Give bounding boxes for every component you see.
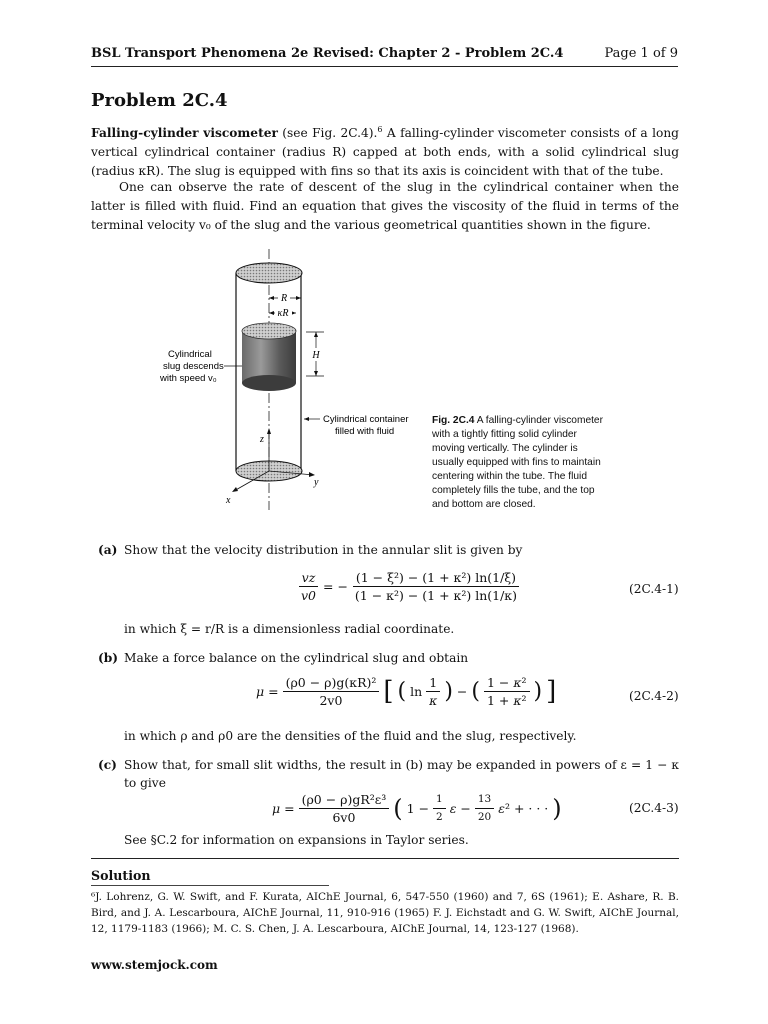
intro-bold-lead: Falling-cylinder viscometer <box>91 126 278 140</box>
axis-label-z: z <box>260 434 264 445</box>
r-arrow-right <box>296 296 301 300</box>
caption-text: A falling-cylinder viscometer with a tightly fitting solid cylinder moving vertically. The cylinder is usually equipped with fins to maintain centering within the tube. The fluid completely fills the tube, and the top and bottom are closed. <box>432 415 603 510</box>
eq3-13-20: $\frac{13}{20}$ <box>475 792 494 825</box>
part-b-label: (b) <box>98 651 119 665</box>
slug-bottom <box>242 375 296 391</box>
intro-text-a: (see Fig. 2C.4). <box>277 126 378 140</box>
slug-label-3: with speed v₀ <box>160 373 217 384</box>
container-label-2: filled with fluid <box>335 426 395 437</box>
equation-2c4-1 <box>298 570 520 603</box>
part-b-text: Make a force balance on the cylindrical slug and obtain <box>124 651 469 665</box>
eq3-paren-open: ( <box>393 794 403 823</box>
eq2-kappa-ratio: $\frac{\text{1 − κ²}}{\text{1 + κ²}}$ <box>484 675 530 708</box>
part-c-text: Show that, for small slit widths, the result in (b) may be expanded in powers of ε = 1 − κ to give <box>124 758 679 790</box>
eq1-equals: = − <box>323 579 348 594</box>
eq3-equals: = <box>284 801 299 816</box>
eq3-den: 6v0 <box>332 810 356 825</box>
solution-rule <box>91 858 679 859</box>
eq1-rhs <box>352 570 520 603</box>
intro-text-b: A falling-cylinder viscometer consists of a long vertical cylindrical container (radius R) capped at both ends, with a solid cylindrical slug (radius κR). The slug is equipped with fins so that its axis is coincident with that of the tube. <box>91 126 679 178</box>
intro-paragraph <box>91 124 679 181</box>
header-rule <box>91 66 678 67</box>
eq2-bracket-open: [ <box>383 676 394 707</box>
part-c-after-text: See §C.2 for information on expansions in Taylor series. <box>124 833 469 847</box>
part-a-label: (a) <box>98 543 118 557</box>
z-axis-arrow <box>267 428 271 434</box>
eq2-ln: ln <box>410 684 423 699</box>
intro-paragraph-2: One can observe the rate of descent of the slug in the cylindrical container when the latter is filled with fluid. Find an equation that gives the viscosity of the fluid in terms of the terminal velocity v₀ of the slug and the various geometrical quantities shown in the figure. <box>91 180 679 232</box>
eq3-number: (2C.4-3) <box>629 801 679 815</box>
eq2-mu: μ <box>256 684 265 699</box>
eq3-paren-close: ) <box>552 794 562 823</box>
eq1-number: (2C.4-1) <box>629 582 679 596</box>
solution-heading: Solution <box>91 868 151 883</box>
figure-caption <box>432 414 612 512</box>
eq1-lhs <box>298 570 319 603</box>
eq1-lhs-num: vz <box>301 570 316 585</box>
eq2-number: (2C.4-2) <box>629 689 679 703</box>
eq2-prefactor <box>283 675 380 708</box>
label-h: H <box>312 350 320 361</box>
r-arrow-left <box>269 296 274 300</box>
eq3-num: (ρ0 − ρ)gR²ε³ <box>299 792 390 809</box>
eq1-rhs-den: (1 − κ²) − (1 + κ²) ln(1/κ) <box>354 588 517 603</box>
axis-label-x: x <box>226 495 231 506</box>
container-label-1: Cylindrical container <box>323 414 409 425</box>
kr-arrow-left <box>269 311 274 315</box>
h-arrow-top <box>314 332 318 337</box>
axis-label-y: y <box>314 477 319 488</box>
slug-label-1: Cylindrical <box>168 349 212 360</box>
part-a-after-text: in which ξ = r/R is a dimensionless radial coordinate. <box>124 622 455 636</box>
h-arrow-bottom <box>314 371 318 376</box>
label-kr: κR <box>277 308 289 319</box>
part-a-text: Show that the velocity distribution in the annular slit is given by <box>124 543 523 557</box>
x-axis-arrow <box>232 487 238 492</box>
eq2-paren-close-1: ) <box>444 679 453 704</box>
eq2-num: (ρ0 − ρ)g(κR)² <box>283 675 380 692</box>
running-header <box>91 44 678 66</box>
header-title: BSL Transport Phenomena 2e Revised: Chapter 2 - Problem 2C.4 <box>91 46 564 61</box>
eq3-prefactor <box>299 792 390 825</box>
footnote-rule <box>91 885 329 886</box>
eq2-frac-1-over-kappa: $\frac{1}{\kappa}$ <box>426 675 440 708</box>
caption-label: Fig. 2C.4 <box>432 415 475 426</box>
eq3-half: $\frac{1}{2}$ <box>433 792 446 825</box>
footer-url[interactable]: www.stemjock.com <box>91 958 218 972</box>
eq3-mu: μ <box>272 801 281 816</box>
eq3-eps-minus: ε − <box>449 801 471 816</box>
eq2-den: 2v0 <box>319 693 343 708</box>
problem-title: Problem 2C.4 <box>91 90 228 111</box>
slug-label-2: slug descends <box>163 361 224 372</box>
label-r: R <box>280 293 288 304</box>
eq3-eps2-dots: ε² + · · · <box>498 801 549 816</box>
container-top-cap <box>236 263 302 283</box>
part-b-after-text: in which ρ and ρ0 are the densities of the fluid and the slug, respectively. <box>124 729 577 743</box>
footnote-marker[interactable]: 6 <box>377 124 383 134</box>
eq2-paren-open-2: ( <box>471 679 480 704</box>
eq2-paren-close-2: ) <box>533 679 543 704</box>
eq1-lhs-den: v0 <box>301 588 317 603</box>
equation-2c4-3 <box>272 792 562 825</box>
eq2-paren-open-1: ( <box>397 679 407 704</box>
container-arrow <box>304 417 309 421</box>
eq1-rhs-num: (1 − ξ²) − (1 + κ²) ln(1/ξ) <box>353 570 519 587</box>
eq3-one-minus: 1 − <box>406 801 430 816</box>
eq2-minus: − <box>456 684 468 699</box>
eq2-bracket-close: ] <box>546 676 557 707</box>
equation-2c4-2 <box>256 675 556 708</box>
part-c-label: (c) <box>98 758 117 772</box>
slug-top <box>242 323 296 339</box>
page-number: Page 1 of 9 <box>604 46 678 61</box>
footnote-6: ⁶J. Lohrenz, G. W. Swift, and F. Kurata, AIChE Journal, 6, 547-550 (1960) and 7, 6S (1961); E. Ashare, R. B. Bird, and J. A. Lescarboura, AIChE Journal, 11, 910-916 (1965) F. J. Eichstadt and G. W. Swift, AIChE Journal, 12, 1179-1183 (1966); M. C. S. Chen, J. A. Lescarboura, AIChE Journal, 14, 123-127 (1968). <box>91 891 679 935</box>
eq2-equals: = <box>268 684 283 699</box>
